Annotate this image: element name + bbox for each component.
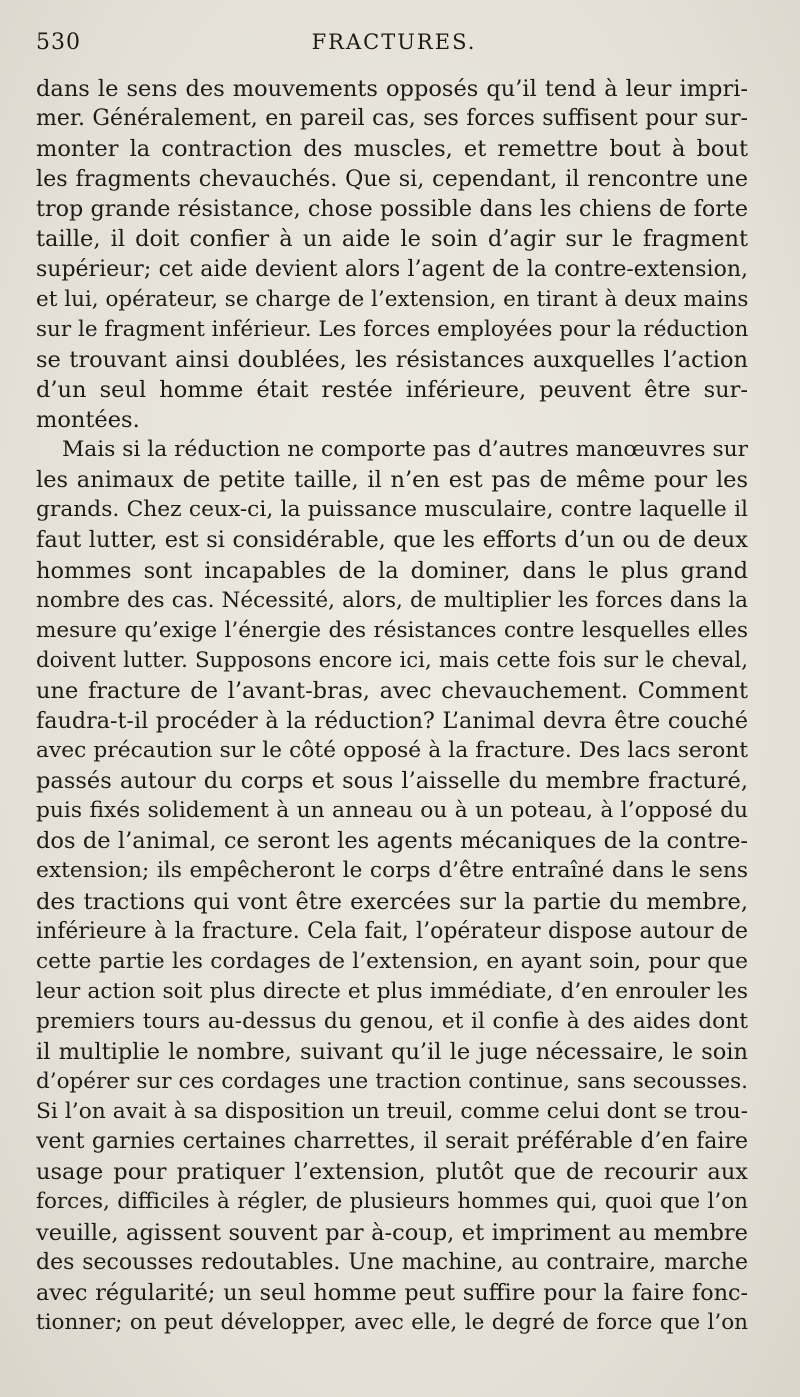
text-line: les animaux de petite taille, il n’en est pas de même pour les bbox=[36, 467, 748, 494]
text-line: monter la contraction des muscles, et remettre bout à bout bbox=[36, 136, 748, 163]
text-line: passés autour du corps et sous l’aisselle du membre fracturé, bbox=[36, 768, 748, 795]
text-line: d’opérer sur ces cordages une traction continue, sans secousses. bbox=[36, 1069, 748, 1095]
text-line: extension; ils empêcheront le corps d’être entraîné dans le sens bbox=[36, 858, 748, 884]
text-line: supérieur; cet aide devient alors l’agent de la contre-extension, bbox=[36, 256, 748, 282]
text-line: Mais si la réduction ne comporte pas d’autres manœuvres sur bbox=[62, 437, 748, 463]
text-line: cette partie les cordages de l’extension, en ayant soin, pour que bbox=[36, 948, 748, 974]
text-line: et lui, opérateur, se charge de l’extension, en tirant à deux mains bbox=[36, 286, 748, 312]
text-line: dos de l’animal, ce seront les agents mécaniques de la contre- bbox=[36, 828, 748, 855]
text-line: hommes sont incapables de la dominer, dans le plus grand bbox=[36, 557, 748, 584]
text-line: usage pour pratiquer l’extension, plutôt que de recourir aux bbox=[36, 1159, 748, 1186]
text-line: faudra-t-il procéder à la réduction? L’animal devra être couché bbox=[36, 707, 748, 734]
text-line: doivent lutter. Supposons encore ici, mais cette fois sur le cheval, bbox=[36, 647, 748, 673]
text-line: forces, difficiles à régler, de plusieurs hommes qui, quoi que l’on bbox=[36, 1189, 748, 1215]
text-line: puis fixés solidement à un anneau ou à un poteau, à l’opposé du bbox=[36, 798, 748, 824]
text-line: avec régularité; un seul homme peut suffire pour la faire fonc- bbox=[36, 1279, 748, 1306]
text-line: des secousses redoutables. Une machine, au contraire, marche bbox=[36, 1249, 748, 1275]
text-line: montées. bbox=[36, 407, 140, 434]
page-number: 530 bbox=[36, 30, 81, 55]
text-line: sur le fragment inférieur. Les forces employées pour la réduction bbox=[36, 316, 748, 342]
text-line: vent garnies certaines charrettes, il serait préférable d’en faire bbox=[36, 1129, 748, 1155]
body-text bbox=[36, 74, 748, 1338]
text-line: veuille, agissent souvent par à-coup, et impriment au membre bbox=[36, 1219, 748, 1246]
text-line: tionner; on peut développer, avec elle, le degré de force que l’on bbox=[36, 1309, 748, 1335]
text-line: grands. Chez ceux-ci, la puissance musculaire, contre laquelle il bbox=[36, 497, 748, 523]
text-line: des tractions qui vont être exercées sur la partie du membre, bbox=[36, 888, 748, 915]
text-line: il multiplie le nombre, suivant qu’il le juge nécessaire, le soin bbox=[36, 1039, 748, 1065]
text-line: faut lutter, est si considérable, que les efforts d’un ou de deux bbox=[36, 527, 748, 554]
text-line: d’un seul homme était restée inférieure, peuvent être sur- bbox=[36, 376, 748, 403]
text-line: leur action soit plus directe et plus immédiate, d’en enrouler les bbox=[36, 978, 748, 1004]
text-line: mesure qu’exige l’énergie des résistances contre lesquelles elles bbox=[36, 617, 748, 643]
text-line: nombre des cas. Nécessité, alors, de multiplier les forces dans la bbox=[36, 587, 748, 613]
text-line: une fracture de l’avant-bras, avec chevauchement. Comment bbox=[36, 677, 748, 704]
text-line: se trouvant ainsi doublées, les résistances auxquelles l’action bbox=[36, 346, 748, 373]
page-header bbox=[36, 30, 752, 64]
running-title: FRACTURES. bbox=[311, 30, 477, 54]
text-line: mer. Généralement, en pareil cas, ses forces suffisent pour sur- bbox=[36, 106, 748, 132]
text-line: taille, il doit confier à un aide le soin d’agir sur le fragment bbox=[36, 226, 748, 253]
text-line: les fragments chevauchés. Que si, cependant, il rencontre une bbox=[36, 166, 748, 193]
text-line: dans le sens des mouvements opposés qu’il tend à leur impri- bbox=[36, 76, 748, 102]
text-line: inférieure à la fracture. Cela fait, l’opérateur dispose autour de bbox=[36, 918, 748, 944]
text-line: Si l’on avait à sa disposition un treuil, comme celui dont se trou- bbox=[36, 1099, 748, 1125]
text-line: avec précaution sur le côté opposé à la fracture. Des lacs seront bbox=[36, 738, 748, 764]
text-line: trop grande résistance, chose possible dans les chiens de forte bbox=[36, 196, 748, 223]
text-line: premiers tours au-dessus du genou, et il confie à des aides dont bbox=[36, 1008, 748, 1034]
